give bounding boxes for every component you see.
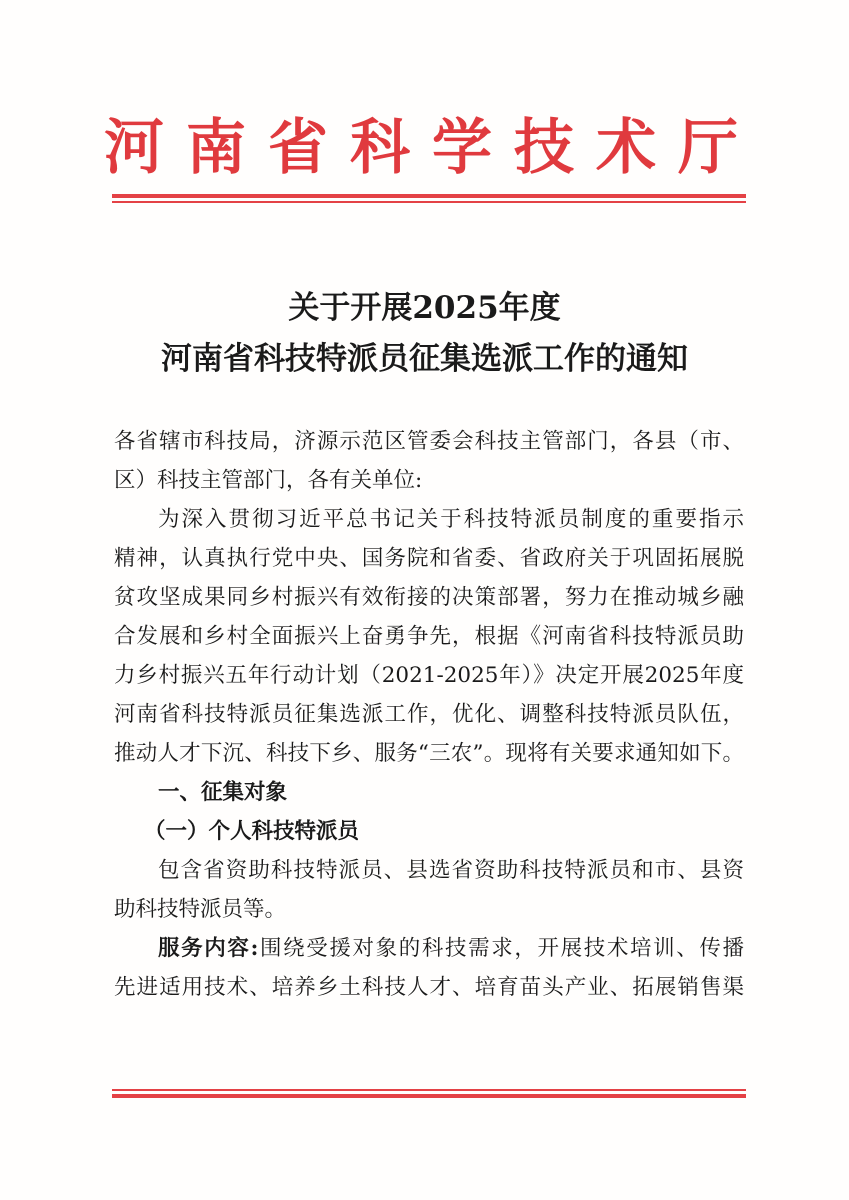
paragraph-line: 推动人才下沉、科技下乡、服务“三农”。现将有关要求通知如下。 xyxy=(114,741,744,766)
paragraph-line: 精神，认真执行党中央、国务院和省委、省政府关于巩固拓展脱 xyxy=(114,546,744,571)
masthead-rule-thin xyxy=(112,201,746,203)
paragraph-line: 包含省资助科技特派员、县选省资助科技特派员和市、县资 xyxy=(158,858,744,883)
document-title-line1: 关于开展2025年度 xyxy=(288,290,561,326)
paragraph-line: 贫攻坚成果同乡村振兴有效衔接的决策部署，努力在推动城乡融 xyxy=(114,585,744,610)
paragraph-line: 助科技特派员等。 xyxy=(114,897,287,922)
masthead-org-name: 河南省科学技术厅 xyxy=(104,113,760,183)
service-content-label: 服务内容: xyxy=(158,936,259,961)
service-content-text: 围绕受援对象的科技需求，开展技术培训、传播 xyxy=(258,936,744,961)
masthead-rule-thick xyxy=(112,194,746,198)
addressee-line: 各省辖市科技局，济源示范区管委会科技主管部门，各县（市、 xyxy=(114,429,744,454)
paragraph-line: 先进适用技术、培养乡土科技人才、培育苗头产业、拓展销售渠 xyxy=(114,975,744,1000)
subsection-heading: （一）个人科技特派员 xyxy=(144,819,360,844)
paragraph-line: 为深入贯彻习近平总书记关于科技特派员制度的重要指示 xyxy=(158,507,744,532)
service-content-line xyxy=(114,929,744,968)
footer-rule-thin xyxy=(112,1089,746,1091)
addressee-line: 区）科技主管部门，各有关单位: xyxy=(114,468,423,493)
paragraph-line: 河南省科技特派员征集选派工作，优化、调整科技特派员队伍， xyxy=(114,702,744,727)
section-heading: 一、征集对象 xyxy=(158,780,288,805)
paragraph-line: 力乡村振兴五年行动计划（2021-2025年）》决定开展2025年度 xyxy=(114,663,744,688)
footer-rule-thick xyxy=(112,1094,746,1098)
paragraph-line: 合发展和乡村全面振兴上奋勇争先，根据《河南省科技特派员助 xyxy=(114,624,744,649)
document-title-line2: 河南省科技特派员征集选派工作的通知 xyxy=(161,341,688,377)
document-body xyxy=(114,422,744,1007)
